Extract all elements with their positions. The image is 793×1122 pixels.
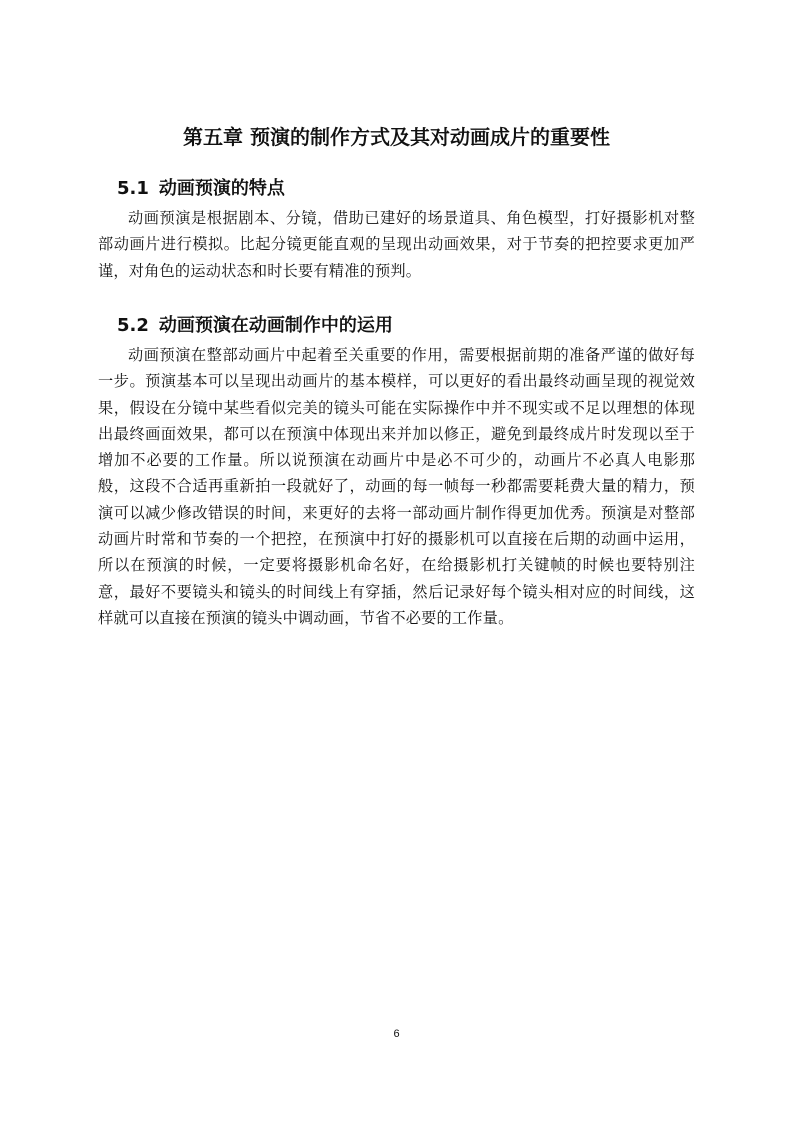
section-number: 5.2 — [117, 315, 149, 336]
section-heading-5-2 — [117, 313, 393, 339]
section-paragraph-5-2: 动画预演在整部动画片中起着至关重要的作用，需要根据前期的准备严谨的做好每一步。预演基本可以呈现出动画片的基本模样，可以更好的看出最终动画呈现的视觉效果，假设在分镜中某些看似完美的镜头可能在实际操作中并不现实或不足以理想的体现出最终画面效果，都可以在预演中体现出来并加以修正，避免到最终成片时发现以至于增加不必要的工作量。所以说预演在动画片中是必不可少的，动画片不必真人电影那般，这段不合适再重新拍一段就好了，动画的每一帧每一秒都需要耗费大量的精力，预演可以减少修改错误的时间，来更好的去将一部动画片制作得更加优秀。预演是对整部动画片时常和节奏的一个把控，在预演中打好的摄影机可以直接在后期的动画中运用，所以在预演的时候，一定要将摄影机命名好，在给摄影机打关键帧的时候也要特别注意，最好不要镜头和镜头的时间线上有穿插，然后记录好每个镜头相对应的时间线，这样就可以直接在预演的镜头中调动画，节省不必要的工作量。 — [98, 346, 695, 627]
section-heading-5-1 — [117, 176, 285, 202]
section-title: 动画预演的特点 — [158, 178, 285, 199]
section-number: 5.1 — [117, 178, 149, 199]
chapter-title: 第五章 预演的制作方式及其对动画成片的重要性 — [183, 125, 610, 149]
page-number: 6 — [393, 1028, 400, 1040]
section-title: 动画预演在动画制作中的运用 — [158, 315, 393, 336]
section-paragraph-5-1: 动画预演是根据剧本、分镜，借助已建好的场景道具、角色模型，打好摄影机对整部动画片进行模拟。比起分镜更能直观的呈现出动画效果，对于节奏的把控要求更加严谨，对角色的运动状态和时长要有精准的预判。 — [98, 209, 695, 280]
